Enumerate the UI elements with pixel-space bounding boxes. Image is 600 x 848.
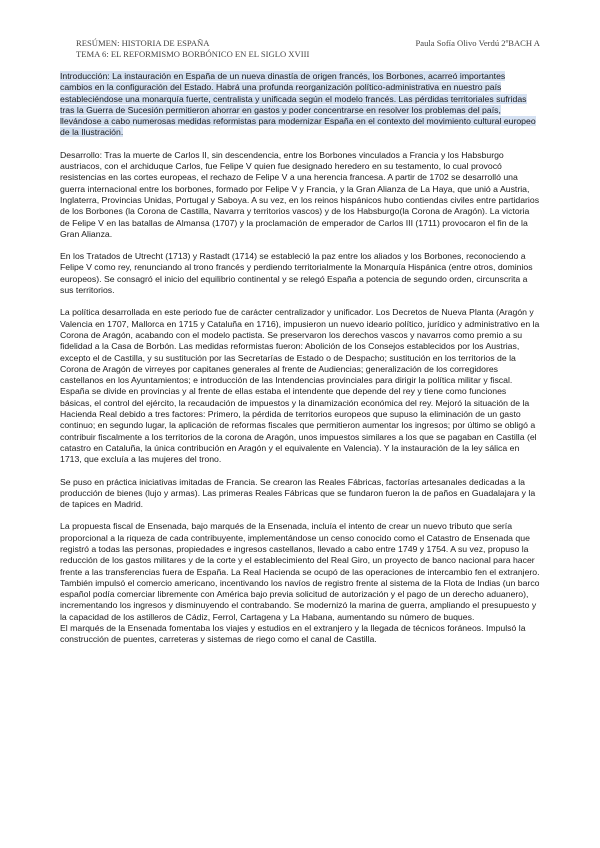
author-name: Paula Sofía Olivo Verdú 2ºBACH A (415, 38, 540, 48)
intro-paragraph (60, 71, 540, 139)
highlighted-text[interactable]: Introducción: La instauración en España de un nueva dinastía de origen francés, los Borbones, acarreó importantes cambios en la configuración del Estado. Habrá una profunda reorganización político-administrativa en nuestro país estableciéndose una monarquía fuerte, centralista y unificada según el modelo francés. Las pérdidas territoriales sufridas tras la Guerra de Sucesión permitieron ahorrar en gastos y poder concentrarse en resolver los problemas del país, llevándose a cabo numerosas medidas reformistas para modernizar España en el contexto del movimiento cultural europeo de la Ilustración. (60, 71, 536, 138)
page-header (76, 38, 540, 60)
ensenada-paragraph: La propuesta fiscal de Ensenada, bajo marqués de la Ensenada, incluía el intento de crear un nuevo tributo que sería proporcional a la riqueza de cada contribuyente, implementándose un censo conocido como el Catastro de Ensenada que registró a todas las personas, propiedades e ingresos castellanos, llevado a cabo entre 1749 y 1754. A su vez, propuso la reducción de los gastos militares y de la corte y el establecimiento del Real Giro, un proyecto de banco nacional para hacer frente a las transferencias fuera de España. La Real Hacienda se ocupó de las operaciones de intercambio fen el extranjero. También impulsó el comercio americano, incentivando los navíos de registro frente al sistema de la Flota de Indias (un barco español podía comerciar libremente con América bajo previa solicitud de autorización y el pago de un derecho aduanero), incrementando los ingresos y disminuyendo el contrabando. Se modernizó la marina de guerra, ampliando el presupuesto y la capacidad de los astilleros de Cádiz, Ferrol, Cartagena y La Habana, aumentando su número de buques. (60, 521, 540, 622)
ensenada-infrastructure-paragraph: El marqués de la Ensenada fomentaba los viajes y estudios en el extranjero y la llegada de técnicos foráneos. Impulsó la construcción de puentes, carreteras y sistemas de riego como el canal de Castilla. (60, 623, 526, 645)
document-body (60, 71, 540, 657)
royal-factories-paragraph: Se puso en práctica iniciativas imitadas de Francia. Se crearon las Reales Fábricas, factorías artesanales dedicadas a la producción de bienes (lujo y armas). Las primeras Reales Fábricas que se fundaron fueron la de paños en Guadalajara y la de tapices en Madrid. (60, 476, 536, 510)
development-paragraph: Desarrollo: Tras la muerte de Carlos II, sin descendencia, entre los Borbones vinculados a Francia y los Habsburgo austriacos, con el archiduque Carlos, fue Felipe V quien fue designado heredero en su testamento, lo cual provocó resistencias en las cortes europeas, el rechazo de Felipe V a una herencia francesa. A partir de 1702 se desarrolló una guerra internacional entre los borbones, formado por Felipe V y Francia, y la Gran Alianza de La Haya, que unió a Austria, Inglaterra, Provincias Unidas, Portugal y Saboya. A su vez, en los reinos hispánicos hubo contiendas civiles entre partidarios de los Borbones (la Corona de Castilla, Navarra y territorios vascos) y de los Habsburgo(la Corona de Aragón). La victoria de Felipe V en las batallas de Almansa (1707) y la proclamación de emperador de Carlos III (1711) provocaron el fin de la Gran Alianza. (60, 149, 540, 239)
document-subtitle: TEMA 6: EL REFORMISMO BORBÓNICO EN EL SIGLO XVIII (76, 49, 310, 59)
policy-paragraph: La política desarrollada en este periodo fue de carácter centralizador y unificador. Los Decretos de Nueva Planta (Aragón y Valencia en 1707, Mallorca en 1715 y Cataluña en 1716), impusieron un nuevo ideario político, jurídico y administrativo en la Corona de Aragón, acabando con el modelo pactista. Se preservaron los derechos vascos y navarros como premio a su fidelidad a la Casa de Borbón. Las medidas reformistas fueron: Abolición de los Consejos establecidos por los Austrias, excepto el de Castilla, y su sustitución por las Secretarías de Estado o de Despacho; sustitución en los territorios de la Corona de Aragón de virreyes por capitanes generales al frente de Audiencias; generalización de los corregidores castellanos en los Ayuntamientos; e introducción de las Intendencias provinciales para dirigir la política militar y fiscal. España se divide en provincias y al frente de ellas estaba el intendente que depende del rey y tiene como funciones básicas, el control del ejército, la recaudación de impuestos y la dinamización económica del rey. Mejoró la situación de la Hacienda Real debido a tres factores: Primero, la pérdida de territorios europeos que supuso la eliminación de un gasto continuo; en segundo lugar, la aplicación de reformas fiscales que permitieron aumentar los ingresos; por último se obligó a contribuir fiscalmente a los territorios de la corona de Aragón, unos impuestos similares a los que se pagaban en Castilla (el catastro en Cataluña, la única contribución en Aragón y el equivalente en Valencia). Y la instauración de la ley sálica en 1713, que excluía a las mujeres del trono. (60, 307, 540, 465)
treaties-paragraph: En los Tratados de Utrecht (1713) y Rastadt (1714) se estableció la paz entre los aliados y los Borbones, reconociendo a Felipe V como rey, renunciando al trono francés y perdiendo territorialmente la Monarquía Hispánica (entre otros, dominios europeos). Se consagró el inicio del equilibrio continental y se relegó España a potencia de segundo orden, circunscrita a sus territorios. (60, 251, 533, 296)
document-title: RESÚMEN: HISTORIA DE ESPAÑA (76, 38, 210, 48)
